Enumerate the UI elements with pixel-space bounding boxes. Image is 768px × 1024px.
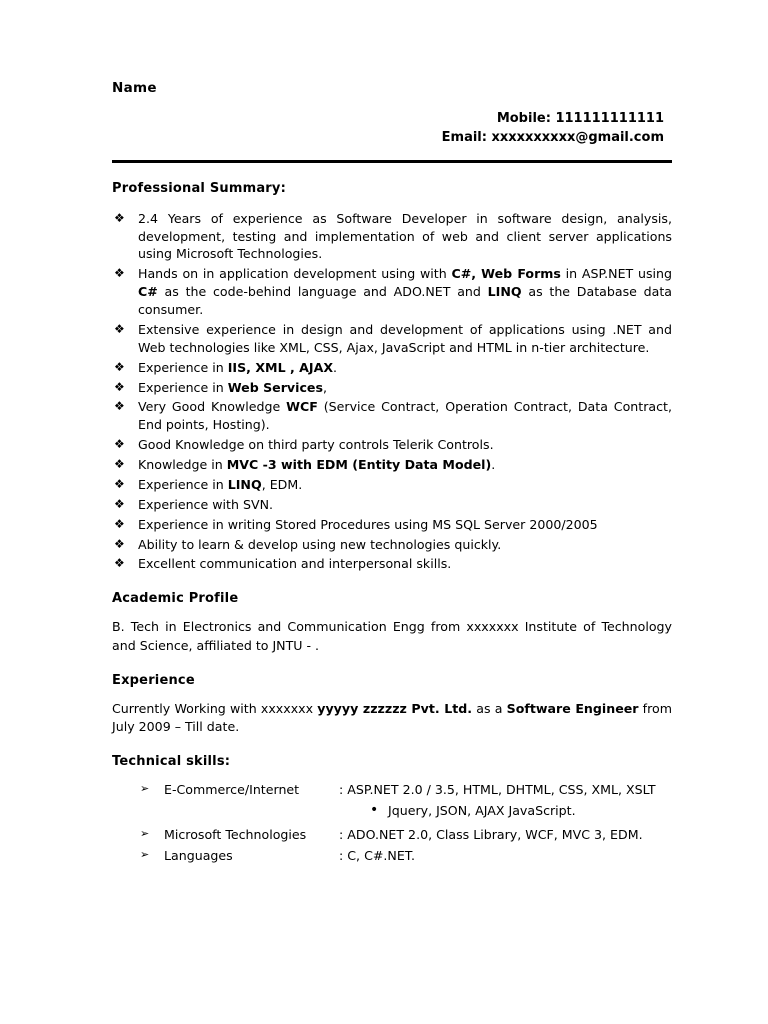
skill-subbullet-row — [138, 802, 672, 820]
diamond-bullet-icon: ❖ — [114, 457, 125, 472]
section-title-technical-skills: Technical skills: — [112, 754, 231, 770]
diamond-bullet-icon: ❖ — [114, 437, 125, 452]
list-item-text: 2.4 Years of experience as Software Developer in software design, analysis, development, testing and implementation of web and client server applications using Microsoft Technologies. — [138, 210, 672, 262]
diamond-bullet-icon: ❖ — [114, 496, 125, 511]
skill-separator: : — [339, 827, 344, 843]
skill-value: C, C#.NET. — [347, 847, 415, 863]
arrow-bullet-icon: ➢ — [140, 847, 150, 861]
skill-separator: : — [339, 782, 344, 798]
list-item-text: Good Knowledge on third party controls Telerik Controls. — [138, 437, 494, 453]
section-title-academic-profile: Academic Profile — [112, 591, 239, 607]
diamond-bullet-icon: ❖ — [114, 321, 125, 336]
diamond-bullet-icon: ❖ — [114, 536, 125, 551]
skill-row — [164, 826, 672, 844]
list-item — [112, 379, 672, 397]
diamond-bullet-icon: ❖ — [114, 516, 125, 531]
experience-text: Currently Working with xxxxxxx yyyyy zzzzzz Pvt. Ltd. as a Software Engineer from July 2009 – Till date. — [112, 700, 672, 735]
candidate-name: Name — [112, 80, 157, 96]
list-item — [138, 826, 672, 844]
skill-label: Microsoft Technologies — [164, 827, 307, 843]
diamond-bullet-icon: ❖ — [114, 266, 125, 281]
list-item — [112, 398, 672, 434]
list-item — [112, 265, 672, 319]
list-item-text: Experience in IIS, XML , AJAX. — [138, 359, 338, 375]
list-item — [112, 476, 672, 494]
list-item-text: Knowledge in MVC -3 with EDM (Entity Data Model). — [138, 457, 496, 473]
list-item — [112, 359, 672, 377]
list-item-text: Experience in LINQ, EDM. — [138, 476, 303, 492]
skill-row — [164, 781, 672, 799]
list-item — [112, 516, 672, 534]
list-item-text: Very Good Knowledge WCF (Service Contract, Operation Contract, Data Contract, End points, Hosting). — [138, 399, 672, 433]
list-item — [112, 555, 672, 573]
technical-skills-list — [112, 781, 672, 865]
list-item-text: Experience with SVN. — [138, 496, 273, 512]
skill-label: E-Commerce/Internet — [164, 782, 300, 798]
email-value: xxxxxxxxxx@gmail.com — [491, 129, 664, 145]
list-item — [138, 781, 672, 799]
list-item — [112, 436, 672, 454]
diamond-bullet-icon: ❖ — [114, 399, 125, 414]
arrow-bullet-icon: ➢ — [140, 782, 150, 796]
list-item — [112, 496, 672, 514]
document-content — [112, 80, 672, 868]
dot-bullet-icon: • — [370, 802, 379, 819]
list-item — [112, 536, 672, 554]
skill-separator: : — [339, 847, 344, 863]
list-item — [112, 210, 672, 264]
list-item-text: Excellent communication and interpersonal skills. — [138, 556, 452, 572]
diamond-bullet-icon: ❖ — [114, 556, 125, 571]
list-item — [112, 456, 672, 474]
mobile-label: Mobile: — [496, 111, 551, 126]
diamond-bullet-icon: ❖ — [114, 379, 125, 394]
email-line — [112, 129, 664, 148]
skill-value: ASP.NET 2.0 / 3.5, HTML, DHTML, CSS, XML, XSLT — [347, 782, 656, 798]
arrow-bullet-icon: ➢ — [140, 827, 150, 841]
list-item-text: Experience in writing Stored Procedures using MS SQL Server 2000/2005 — [138, 516, 598, 532]
skill-label: Languages — [164, 847, 233, 863]
section-title-professional-summary: Professional Summary: — [112, 180, 286, 196]
mobile-line — [112, 110, 664, 129]
header-divider — [112, 160, 672, 163]
skill-subbullet — [138, 802, 672, 820]
mobile-value: 111111111111 — [555, 111, 664, 126]
section-title-experience: Experience — [112, 672, 195, 688]
list-item-text: Ability to learn & develop using new technologies quickly. — [138, 536, 502, 552]
diamond-bullet-icon: ❖ — [114, 359, 125, 374]
professional-summary-list — [112, 210, 672, 574]
skill-value: ADO.NET 2.0, Class Library, WCF, MVC 3, EDM. — [347, 827, 643, 843]
list-item-text: Experience in Web Services, — [138, 379, 327, 395]
diamond-bullet-icon: ❖ — [114, 210, 125, 225]
email-label: Email: — [441, 129, 487, 145]
contact-block — [112, 110, 672, 148]
academic-profile-text: B. Tech in Electronics and Communication Engg from xxxxxxx Institute of Technology and Science, affiliated to JNTU - . — [112, 619, 672, 653]
list-item — [138, 847, 672, 865]
diamond-bullet-icon: ❖ — [114, 476, 125, 491]
list-item-text: Hands on in application development using with C#, Web Forms in ASP.NET using C# as the code-behind language and ADO.NET and LINQ as the Database data consumer. — [138, 266, 672, 318]
list-item-text: Extensive experience in design and development of applications using .NET and Web technologies like XML, CSS, Ajax, JavaScript and HTML in n-tier architecture. — [138, 321, 672, 355]
skill-row — [164, 847, 672, 865]
list-item — [112, 321, 672, 357]
skill-subbullet-text: Jquery, JSON, AJAX JavaScript. — [388, 803, 576, 819]
